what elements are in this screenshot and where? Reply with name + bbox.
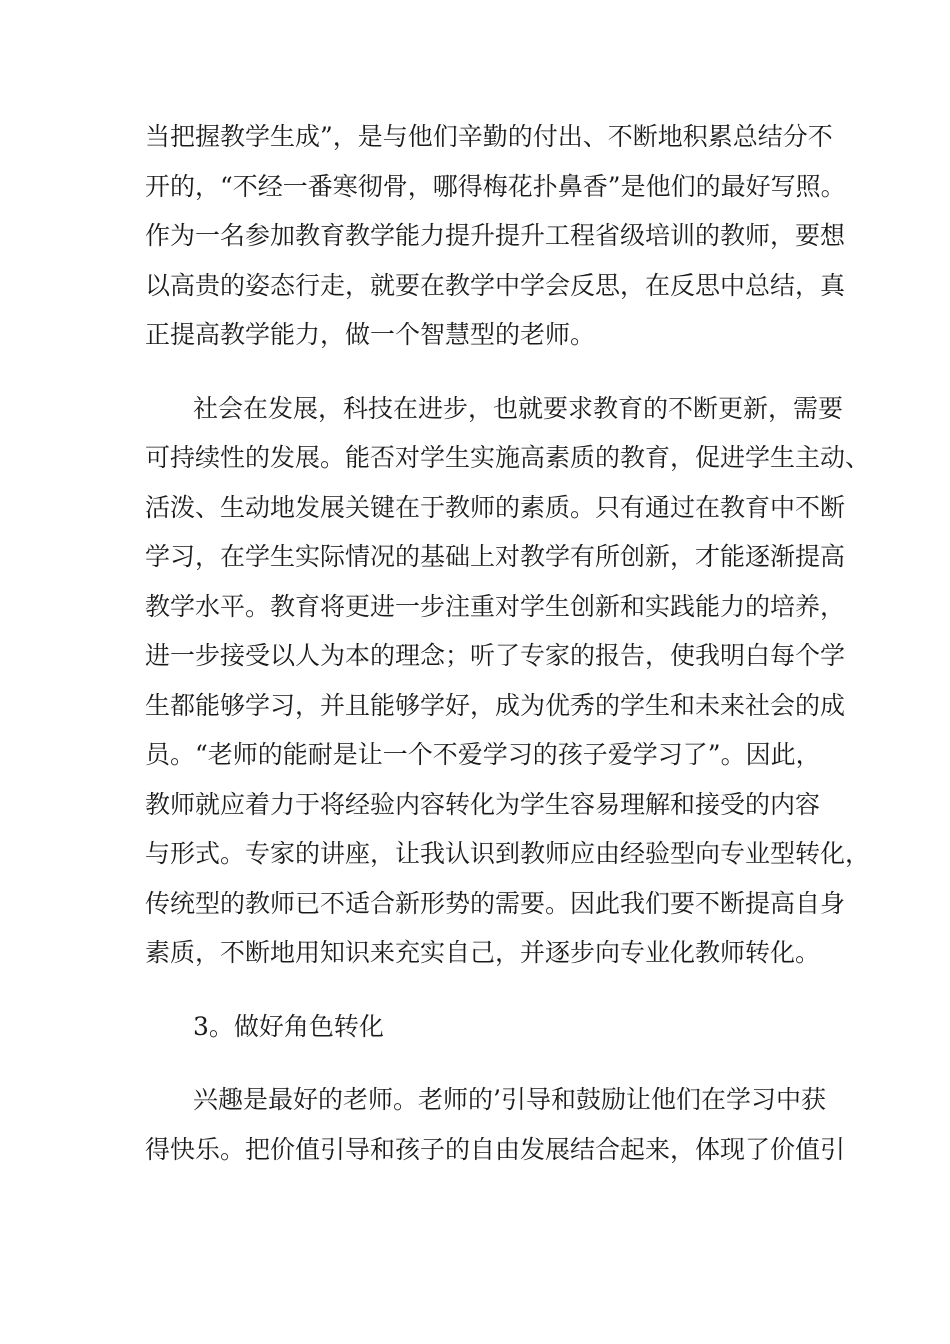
text-line: 与形式。专家的讲座，让我认识到教师应由经验型向专业型转化， bbox=[145, 839, 871, 868]
text-line: 进一步接受以人为本的理念；听了专家的报告，使我明白每个学 bbox=[145, 641, 846, 670]
text-line: 作为一名参加教育教学能力提升提升工程省级培训的教师，要想 bbox=[145, 221, 846, 250]
text-line: 活泼、生动地发展关键在于教师的素质。只有通过在教育中不断 bbox=[145, 492, 846, 522]
paragraph-gap bbox=[145, 1051, 810, 1075]
heading-text: 3。做好角色转化 bbox=[193, 1011, 384, 1041]
paragraph-gap bbox=[145, 360, 810, 384]
text-line: 员。“老师的能耐是让一个不爱学习的孩子爱学习了”。因此， bbox=[145, 740, 821, 769]
text-line: 兴趣是最好的老师。老师的’引导和鼓励让他们在学习中获 bbox=[193, 1085, 826, 1114]
section-heading bbox=[145, 1002, 810, 1052]
text-line: 传统型的教师已不适合新形势的需要。因此我们要不断提高自身 bbox=[145, 888, 846, 918]
text-line: 素质，不断地用知识来充实自己，并逐步向专业化教师转化。 bbox=[145, 938, 821, 967]
text-line: 学习，在学生实际情况的基础上对教学有所创新，才能逐渐提高 bbox=[145, 542, 846, 571]
text-line: 开的，“不经一番寒彻骨，哪得梅花扑鼻香”是他们的最好写照。 bbox=[145, 171, 846, 201]
paragraph-2 bbox=[145, 384, 871, 978]
text-line: 得快乐。把价值引导和孩子的自由发展结合起来，体现了价值引 bbox=[145, 1134, 846, 1164]
text-line: 生都能够学习，并且能够学好，成为优秀的学生和未来社会的成 bbox=[145, 690, 846, 720]
paragraph-1 bbox=[145, 112, 846, 360]
paragraph-3 bbox=[145, 1075, 846, 1174]
text-line: 教师就应着力于将经验内容转化为学生容易理解和接受的内容 bbox=[145, 789, 821, 819]
text-line: 正提高教学能力，做一个智慧型的老师。 bbox=[145, 320, 596, 349]
text-line: 可持续性的发展。能否对学生实施高素质的教育，促进学生主动、 bbox=[145, 443, 871, 472]
text-line: 以高贵的姿态行走，就要在教学中学会反思，在反思中总结，真 bbox=[145, 270, 846, 300]
text-line: 教学水平。教育将更进一步注重对学生创新和实践能力的培养， bbox=[145, 591, 846, 621]
paragraph-gap bbox=[145, 978, 810, 1002]
text-line: 当把握教学生成”，是与他们辛勤的付出、不断地积累总结分不 bbox=[145, 122, 833, 151]
text-line: 社会在发展，科技在进步，也就要求教育的不断更新，需要 bbox=[193, 393, 844, 423]
document-body bbox=[145, 112, 871, 1174]
